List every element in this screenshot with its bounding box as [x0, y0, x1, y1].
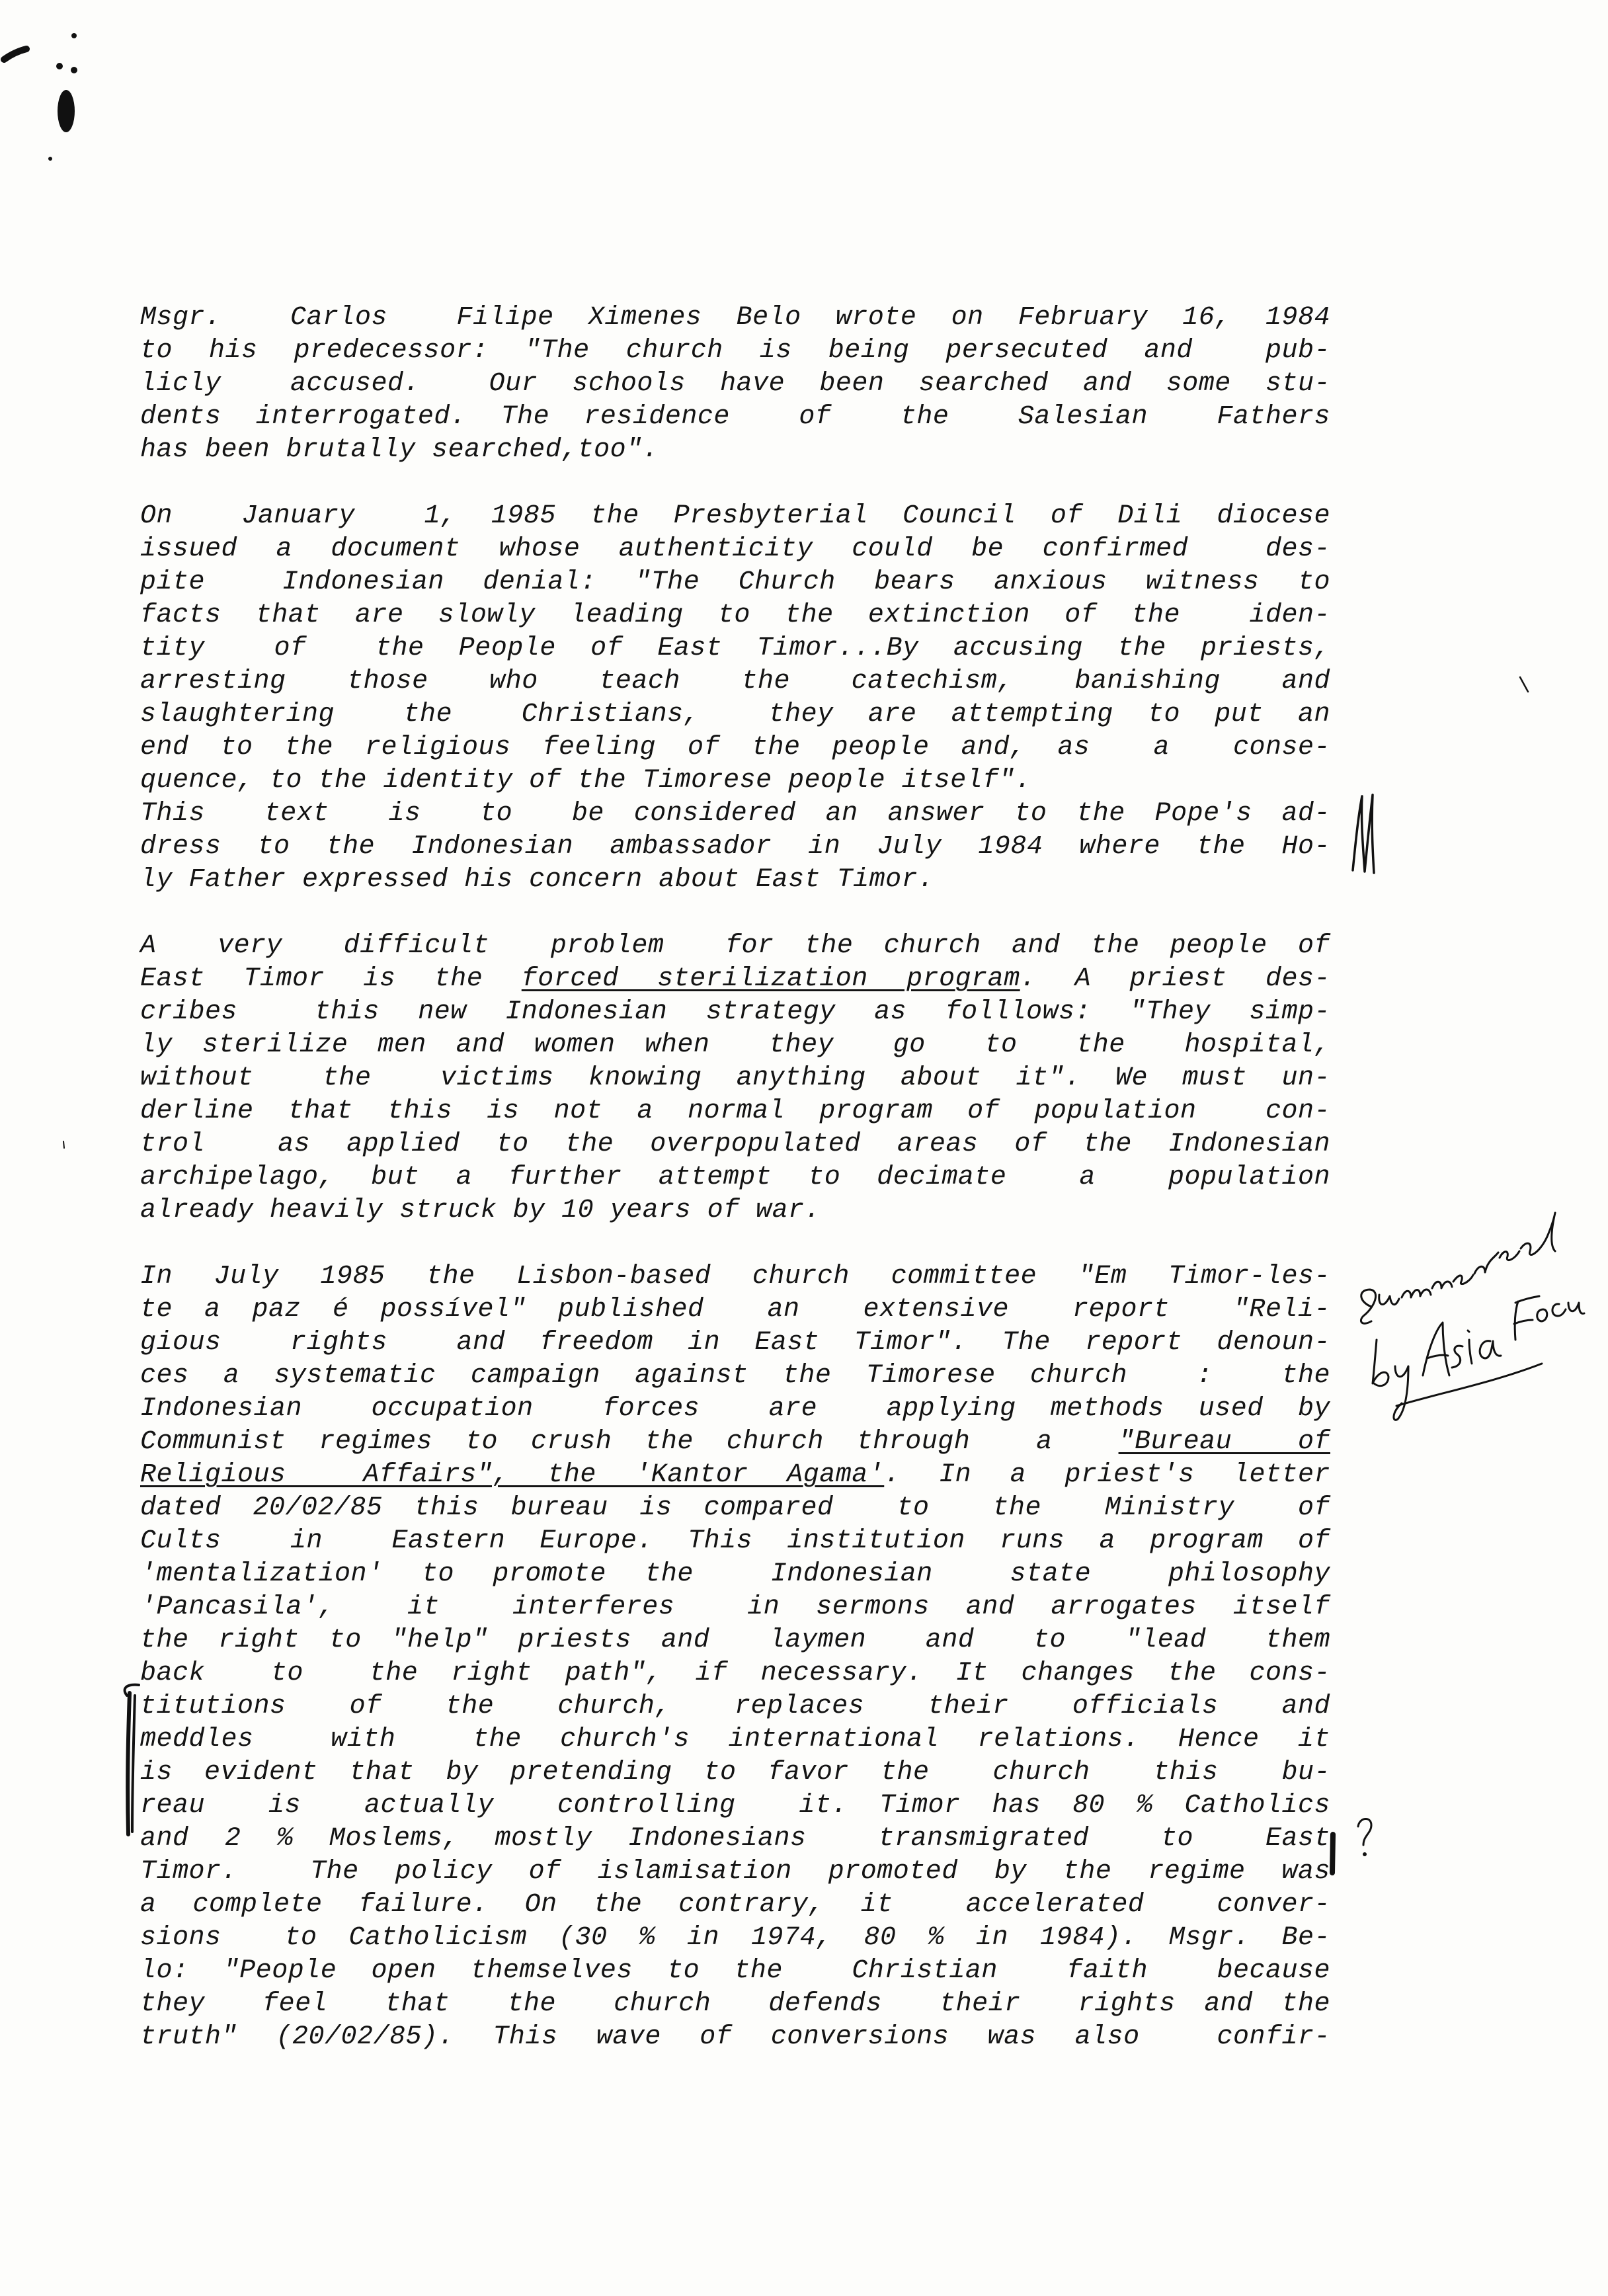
text-line: licly accused. Our schools have been searched and some stu- [140, 369, 1330, 399]
text-line: cribes this new Indonesian strategy as folllows: "They simp- [140, 997, 1330, 1027]
question-mark-icon [1353, 1815, 1379, 1861]
text-line: ly sterilize men and women when they go to the hospital, [140, 1030, 1330, 1060]
text-line: dated 20/02/85 this bureau is compared to the Ministry of [140, 1493, 1330, 1523]
paragraph-sterilization [140, 930, 1330, 1227]
paragraph-belo-letter [140, 302, 1330, 467]
text-line: Cults in Eastern Europe. This institution runs a program of [140, 1526, 1330, 1556]
text-line: derline that this is not a normal program of population con- [140, 1096, 1330, 1126]
text-line: dress to the Indonesian ambassador in July 1984 where the Ho- [140, 832, 1330, 862]
text-line: te a paz é possível" published an extensive report "Reli- [140, 1295, 1330, 1325]
underlined-phrase: "Bureau of [1118, 1427, 1330, 1457]
text-line: already heavily struck by 10 years of war. [140, 1196, 821, 1225]
text-line: without the victims knowing anything about it". We must un- [140, 1063, 1330, 1093]
paragraph-lisbon-report [140, 1260, 1330, 2054]
text-line: arresting those who teach the catechism, banishing and [140, 667, 1330, 696]
text-line: end to the religious feeling of the people and, as a conse- [140, 733, 1330, 762]
text-line: they feel that the church defends their rights and the [140, 1989, 1330, 2019]
text-line: A very difficult problem for the church and the people of [140, 931, 1330, 961]
text-line: facts that are slowly leading to the extinction of the iden- [140, 600, 1330, 630]
pen-margin-scribble [1344, 791, 1383, 877]
text-line: issued a document whose authenticity could be confirmed des- [140, 534, 1330, 564]
text-line: Timor. The policy of islamisation promoted by the regime was [140, 1857, 1330, 1887]
text-line: 'mentalization' to promote the Indonesian state philosophy [140, 1559, 1330, 1589]
text-line: titutions of the church, replaces their officials and [140, 1692, 1330, 1721]
paragraph-presbyterial-council [140, 500, 1330, 897]
ink-speck [61, 1140, 67, 1149]
text-line: has been brutally searched,too". [140, 435, 659, 465]
text-line: This text is to be considered an answer to the Pope's ad- [140, 799, 1330, 829]
text-line: Msgr. Carlos Filipe Ximenes Belo wrote on February 16, 1984 [140, 303, 1330, 333]
text-line: tity of the People of East Timor...By accusing the priests, [140, 634, 1330, 663]
text-line: meddles with the church's international relations. Hence it [140, 1725, 1330, 1754]
ink-speck-marks [0, 26, 93, 179]
text-line: the right to "help" priests and laymen and to "lead them [140, 1625, 1330, 1655]
text-line-with-underline: East Timor is the forced sterilization program. A priest des- [140, 964, 1331, 994]
text-line: ly Father expressed his concern about East Timor. [140, 865, 934, 895]
underlined-phrase: forced sterilization program [521, 964, 1020, 994]
text-line: is evident that by pretending to favor the church this bu- [140, 1758, 1330, 1787]
text-line: archipelago, but a further attempt to decimate a population [140, 1163, 1330, 1192]
text-line-with-underline: Religious Affairs", the 'Kantor Agama'. In a priest's letter [140, 1460, 1331, 1490]
typed-body-text [140, 302, 1330, 2087]
text-line: pite Indonesian denial: "The Church bears anxious witness to [140, 567, 1330, 597]
text-line: trol as applied to the overpopulated areas of the Indonesian [140, 1129, 1330, 1159]
underlined-phrase: Religious Affairs", the 'Kantor Agama' [140, 1460, 885, 1490]
text-line: reau is actually controlling it. Timor has 80 % Catholics [140, 1791, 1330, 1821]
text-line: On January 1, 1985 the Presbyterial Council of Dili diocese [140, 501, 1330, 531]
text-line: and 2 % Moslems, mostly Indonesians transmigrated to East [140, 1824, 1330, 1854]
text-line: dents interrogated. The residence of the Salesian Fathers [140, 402, 1330, 432]
text-line: to his predecessor: "The church is being persecuted and pub- [140, 336, 1330, 366]
text-line: sions to Catholicism (30 % in 1974, 80 % in 1984). Msgr. Be- [140, 1923, 1330, 1953]
text-line: Indonesian occupation forces are applying methods used by [140, 1394, 1330, 1424]
text-line-with-underline: Communist regimes to crush the church through a "Bureau of [140, 1427, 1330, 1457]
text-line: 'Pancasila', it interferes in sermons and arrogates itself [140, 1592, 1330, 1622]
text-line: ces a systematic campaign against the Timorese church : the [140, 1361, 1330, 1391]
text-line: back to the right path", if necessary. It changes the cons- [140, 1659, 1330, 1688]
text-line: gious rights and freedom in East Timor". The report denoun- [140, 1328, 1330, 1358]
handwritten-margin-note [1349, 1210, 1587, 1461]
text-line: lo: "People open themselves to the Christian faith because [140, 1956, 1330, 1986]
text-line: truth" (20/02/85). This wave of conversions was also confir- [140, 2022, 1330, 2052]
text-line: slaughtering the Christians, they are attempting to put an [140, 700, 1330, 729]
text-line: a complete failure. On the contrary, it accelerated conver- [140, 1890, 1330, 1920]
text-line: In July 1985 the Lisbon-based church committee "Em Timor-les- [140, 1262, 1330, 1292]
pen-tick-mark [1518, 675, 1531, 694]
text-line: quence, to the identity of the Timorese people itself". [140, 766, 1031, 796]
